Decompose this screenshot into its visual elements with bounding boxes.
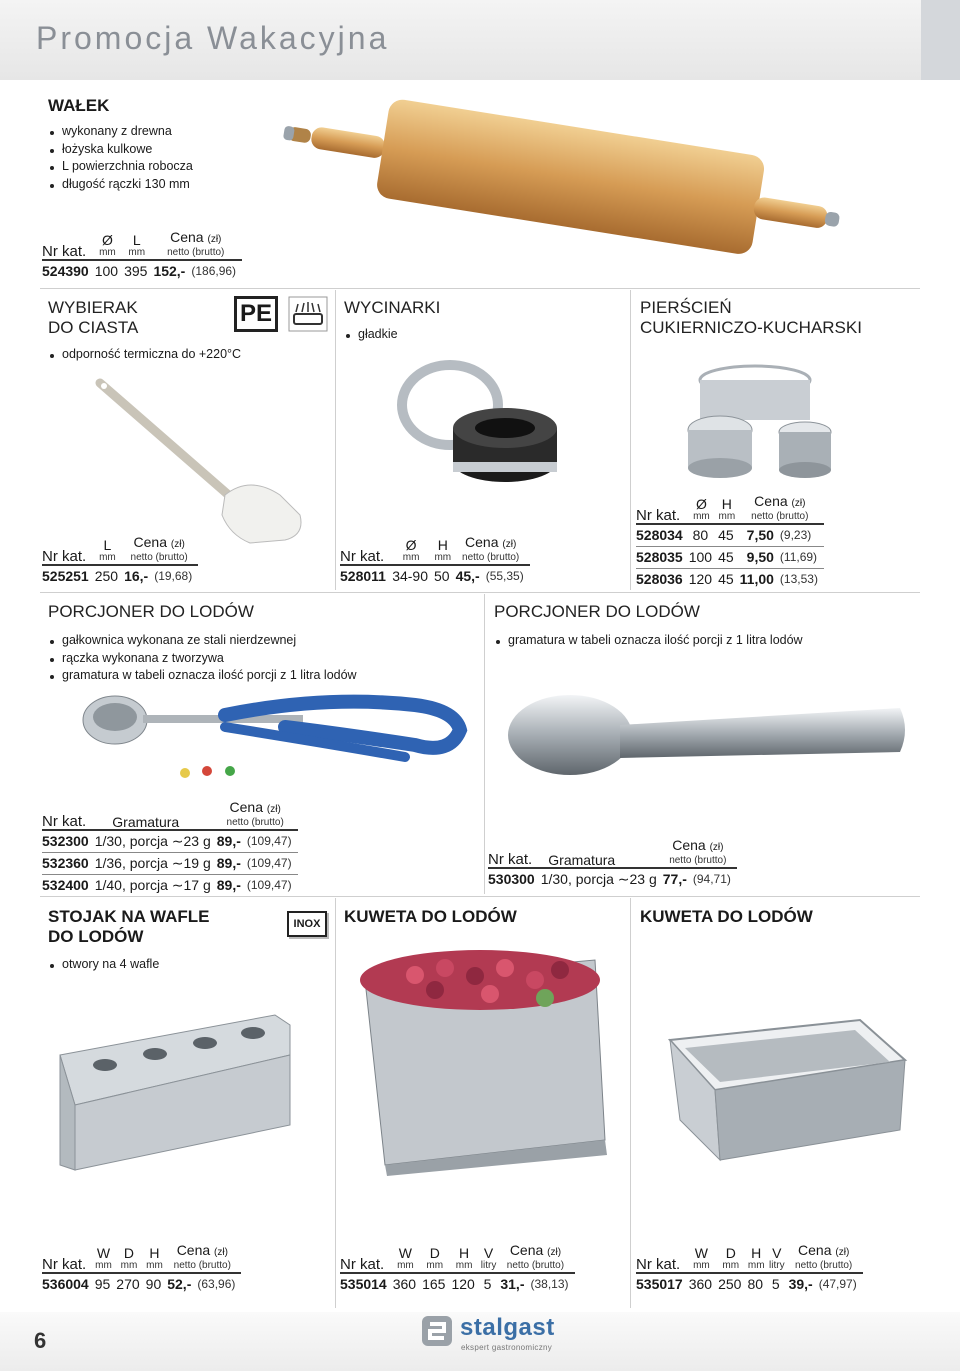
porcjoner2-bullets bbox=[494, 632, 914, 650]
table-row: 528036 120 45 11,00 (13,53) bbox=[636, 569, 824, 591]
porcjoner2-title: PORCJONER DO LODÓW bbox=[494, 602, 700, 621]
divider bbox=[335, 898, 336, 1308]
ice-cream-tray-filled-image bbox=[345, 940, 625, 1180]
porcjoner2-bullet: gramatura w tabeli oznacza ilość porcji z 1 litra lodów bbox=[494, 632, 914, 650]
porcjoner1-bullet: gałkownica wykonana ze stali nierdzewnej bbox=[48, 632, 388, 650]
wycinarki-table: Nr kat. Ø mm H mm Cena (zł) netto (brutto) 528011 34-90 50 45,- (55,35) bbox=[340, 535, 530, 587]
spatula-image bbox=[90, 375, 310, 545]
page-number: 6 bbox=[34, 1328, 47, 1353]
pierscien-title: PIERŚCIEŃ CUKIERNICZO-KUCHARSKI bbox=[640, 298, 862, 337]
walek-title: WAŁEK bbox=[48, 96, 110, 115]
col-length: L mm bbox=[128, 232, 146, 258]
walek-bullet: L powierzchnia robocza bbox=[48, 158, 278, 176]
table-row: 535014 360 165 120 5 31,- (38,13) bbox=[340, 1273, 575, 1295]
divider bbox=[40, 896, 920, 897]
rolling-pin-image bbox=[280, 110, 850, 250]
divider bbox=[630, 898, 631, 1308]
kuweta1-table: Nr kat. W mm D mm H mm V litry Cena (zł) netto (brutto) 535014 360 165 120 5 31,- (38,13) bbox=[340, 1243, 575, 1295]
walek-bullet: wykonany z drewna bbox=[48, 123, 278, 141]
brand-mark-icon bbox=[420, 1314, 454, 1348]
brand-tagline: ekspert gastronomiczny bbox=[461, 1343, 553, 1352]
scoop-handle-image bbox=[75, 685, 475, 785]
divider bbox=[484, 594, 485, 894]
divider bbox=[40, 288, 920, 289]
porcjoner1-bullet: rączka wykonana z tworzywa bbox=[48, 650, 388, 668]
table-row: 524390 100 395 152,- (186,96) bbox=[42, 260, 242, 282]
cutters-image bbox=[395, 350, 585, 500]
stojak-table: Nr kat. W mm D mm H mm Cena (zł) netto (brutto) 536004 95 270 90 52,- (63,96) bbox=[42, 1243, 241, 1295]
table-row: 532400 1/40, porcja ∼17 g 89,- (109,47) bbox=[42, 875, 298, 897]
table-row: 530300 1/30, porcja ∼23 g 77,- (94,71) bbox=[488, 868, 737, 890]
col-nr: Nr kat. bbox=[42, 243, 87, 260]
brand-name: stalgast bbox=[460, 1314, 555, 1341]
wycinarki-bullet: gładkie bbox=[344, 326, 544, 344]
wycinarki-title: WYCINARKI bbox=[344, 298, 441, 317]
porcjoner1-title: PORCJONER DO LODÓW bbox=[48, 602, 254, 621]
table-row: 535017 360 250 80 5 39,- (47,97) bbox=[636, 1273, 863, 1295]
wycinarki-bullets bbox=[344, 326, 544, 344]
table-row: 528034 80 45 7,50 (9,23) bbox=[636, 524, 824, 547]
divider bbox=[40, 592, 920, 593]
table-row: 528011 34-90 50 45,- (55,35) bbox=[340, 565, 530, 587]
col-diameter: Ø mm bbox=[99, 232, 116, 258]
wybierak-table: Nr kat. L mm Cena (zł) netto (brutto) 525251 250 16,- (19,68) bbox=[42, 535, 198, 587]
col-price: Cena (zł) netto (brutto) bbox=[167, 229, 225, 258]
stojak-title: STOJAK NA WAFLE DO LODÓW bbox=[48, 907, 210, 946]
wybierak-title: WYBIERAK DO CIASTA bbox=[48, 298, 139, 337]
wybierak-bullets bbox=[48, 346, 288, 364]
kuweta1-title: KUWETA DO LODÓW bbox=[344, 907, 517, 926]
table-row: 528035 100 45 9,50 (11,69) bbox=[636, 547, 824, 569]
pierscien-table: Nr kat. Ø mm H mm Cena (zł) netto (brutto) 528034 80 45 7,50 (9,23) 528035 100 45 9,50 (11,69) 528036 120 45 11,00 (13,53) bbox=[636, 494, 824, 590]
scoop-metal-image bbox=[500, 690, 910, 800]
table-row: 532300 1/30, porcja ∼23 g 89,- (109,47) bbox=[42, 830, 298, 853]
pe-badge: PE bbox=[234, 296, 278, 332]
brand-logo bbox=[420, 1310, 570, 1356]
table-row: 532360 1/36, porcja ∼19 g 89,- (109,47) bbox=[42, 853, 298, 875]
porcjoner2-table: Nr kat. Gramatura Cena (zł) netto (brutto) 530300 1/30, porcja ∼23 g 77,- (94,71) bbox=[488, 838, 737, 890]
walek-bullet: łożyska kulkowe bbox=[48, 141, 278, 159]
table-row: 525251 250 16,- (19,68) bbox=[42, 565, 198, 587]
divider bbox=[630, 290, 631, 590]
table-row: 536004 95 270 90 52,- (63,96) bbox=[42, 1273, 241, 1295]
page-title: Promocja Wakacyjna bbox=[36, 20, 390, 56]
walek-bullets bbox=[48, 123, 278, 193]
stojak-bullets bbox=[48, 956, 298, 974]
ice-cream-tray-empty-image bbox=[660, 1010, 910, 1180]
walek-bullet: długość rączki 130 mm bbox=[48, 176, 278, 194]
stojak-bullet: otwory na 4 wafle bbox=[48, 956, 298, 974]
heat-resistance-icon bbox=[288, 296, 328, 332]
header-accent bbox=[921, 0, 960, 80]
inox-badge: INOX bbox=[287, 911, 327, 937]
wybierak-bullet: odporność termiczna do +220°C bbox=[48, 346, 288, 364]
rings-image bbox=[660, 360, 850, 490]
kuweta2-title: KUWETA DO LODÓW bbox=[640, 907, 813, 926]
walek-table bbox=[42, 230, 242, 282]
porcjoner1-bullet: gramatura w tabeli oznacza ilość porcji z 1 litra lodów bbox=[48, 667, 388, 685]
wafer-stand-image bbox=[50, 995, 300, 1175]
porcjoner1-bullets bbox=[48, 632, 388, 685]
kuweta2-table: Nr kat. W mm D mm H mm V litry Cena (zł) netto (brutto) 535017 360 250 80 5 39,- (47,97) bbox=[636, 1243, 863, 1295]
divider bbox=[335, 290, 336, 590]
porcjoner1-table: Nr kat. Gramatura Cena (zł) netto (brutto) 532300 1/30, porcja ∼23 g 89,- (109,47) 532360 1/36, porcja ∼19 g 89,- (109,47) 532400 1/40, porcja ∼17 g 89,- (109,47) bbox=[42, 800, 298, 896]
